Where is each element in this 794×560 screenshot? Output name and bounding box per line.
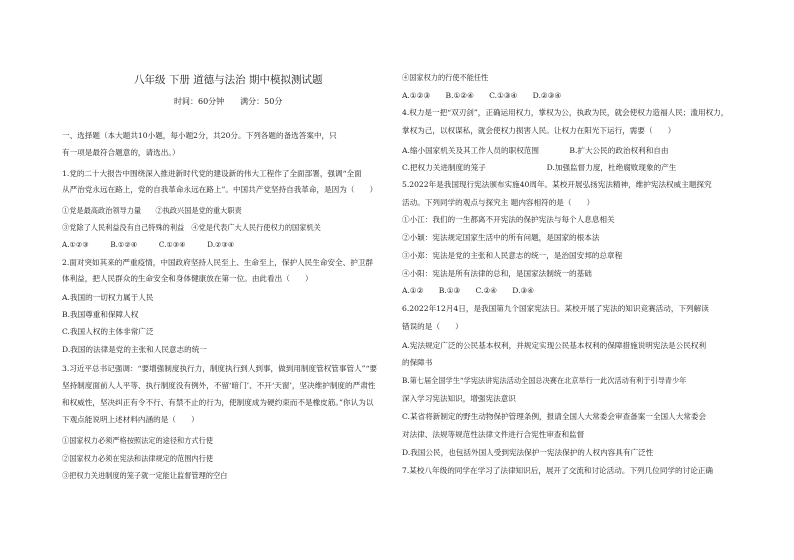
q2-stem-line-2: 体利益，把人民群众的生命安全和身体健康放在第一位。由此看出（ ） bbox=[62, 274, 313, 283]
q1-option-line-2: ③党除了人民利益没有自己特殊的利益 ④党是代表广大人民行使权力的国家机关 bbox=[62, 223, 321, 232]
q6-stem-line-2: 错误的是（ ） bbox=[402, 322, 463, 331]
q3-option-1: ①国家权力必须严格按照法定的途径和方式行使 bbox=[62, 436, 213, 445]
q3-option-4: ④国家权力的行使不能任性 bbox=[402, 73, 489, 82]
q7-stem-line-1: 7.某校八年级的同学在学习了法律知识后，展开了交流和讨论活动。下列几位同学的讨论正确 bbox=[402, 466, 713, 475]
q4-options-a-b: A.缩小国家机关及其工作人员的职权范围 B.扩大公民的政治权利和自由 bbox=[402, 146, 669, 155]
q5-option-2: ②小颖：宪法规定国家生活中的所有问题，是国家的根本法 bbox=[402, 233, 600, 242]
q2-option-c: C.我国人权的主体非常广泛 bbox=[62, 327, 154, 336]
q6-option-b-line-1: B.第七届全国学生“学宪法讲宪法活动全国总决赛在北京举行一此次活动有利于引导青少年 bbox=[402, 376, 687, 385]
q1-choices: A.①②③ B.①②④ C.①③④ D.②③④ bbox=[62, 240, 235, 249]
q3-stem-line-4: 下观点能说明上述材料内涵的是（ ） bbox=[62, 415, 199, 424]
q5-option-4: ④小阳：宪法是所有法律的总和，是国家法制统一的基础 bbox=[402, 269, 592, 278]
q1-stem-line-2: 从严治党永远在路上，党的自我革命永远在路上”。中国共产党坚持自我革命，是因为（ ） bbox=[62, 185, 378, 194]
paper-title: 八年级 下册 道德与法治 期中模拟测试题 bbox=[134, 74, 323, 86]
q4-options-c-d: C.把权力关进制度的笼子 D.加强监督力度，杜绝腐败现象的产生 bbox=[402, 163, 677, 172]
q3-stem-line-1: 3.习近平总书记强调：“要增强制度执行力，制度执行到人到事，做到用制度管权管事管人”“要 bbox=[62, 364, 378, 373]
section-heading-line-2: 有一项是最符合题意的，请选出。） bbox=[62, 148, 180, 157]
q5-stem-line-2: 活动。下列同学的观点与探究主 题内容相符的是（ ） bbox=[402, 198, 595, 207]
q3-stem-line-3: 和权威性，坚决纠正有令不行、有禁不止的行为，使制度成为硬约束而不是橡皮筋。”你认为以 bbox=[62, 398, 374, 407]
q4-stem-line-2: 掌权为己，以权谋私，就会使权力损害人民。让权力在阳光下运行，需要（ ） bbox=[402, 126, 676, 135]
q4-stem-line-1: 4.权力是一把“双刃剑”，正确运用权力，掌权为公，执政为民，就会使权力造福人民；滥用权力， bbox=[402, 108, 729, 117]
q5-choices: A.①② B.①③ C.②④ D.③④ bbox=[402, 286, 535, 295]
q3-option-2: ②国家权力必须在宪法和法律规定的范围内行使 bbox=[62, 454, 213, 463]
q2-option-a: A.我国的一切权力属于人民 bbox=[62, 293, 154, 302]
q3-stem-line-2: 坚持制度面前人人平等、执行制度没有例外，不留‘暗门’、不开‘天窗’，坚决维护制度的严肃性 bbox=[62, 381, 376, 390]
q2-option-d: D.我国的法律是党的主张和人民意志的统一 bbox=[62, 345, 207, 354]
q6-option-a-line-2: 的保障书 bbox=[402, 358, 433, 367]
section-heading-line-1: 一、选择题（本大题共10小题，每小题2分，共20分。下列各题的备选答案中，只 bbox=[62, 131, 337, 140]
q6-option-a-line-1: A.宪法规定广泛的公民基本权利，并规定实现公民基本权利的保障措施说明宪法是公民权利 bbox=[402, 341, 707, 350]
q6-option-c-line-1: C.某省将新制定的野生动物保护管理条例，报请全国人大常委会审查备案一全国人大常委会 bbox=[402, 412, 707, 421]
q3-option-3: ③把权力关进制度的笼子就一定能让监督管理的空白 bbox=[62, 471, 228, 480]
q6-stem-line-1: 6.2022年12月4日，是我国第九个国家宪法日。某校开展了宪法的知识竞赛活动，下列解读 bbox=[402, 304, 709, 313]
q6-option-d: D.我国公民，也包括外国人受到宪法保护一宪法保护的人权内容具有广泛性 bbox=[402, 448, 654, 457]
paper-meta: 时间：60分钟 满分：50分 bbox=[174, 97, 283, 106]
q6-option-c-line-2: 对法律、法规等规范性法律文件进行合宪性审查和监督 bbox=[402, 430, 585, 439]
q2-option-b: B.我国尊重和保障人权 bbox=[62, 310, 139, 319]
q5-stem-line-1: 5.2022年是我国现行宪法颁布实施40周年。某校开展弘扬宪法精神，维护宪法权威主题探究 bbox=[402, 180, 712, 189]
q1-stem-line-1: 1.党的二十大报告中围绕深入推进新时代党的建设新的伟大工程作了全面部署，强调“全面 bbox=[62, 169, 362, 178]
q5-option-3: ③小郑：宪法是党的主张和人民意志的统一，是治国安邦的总章程 bbox=[402, 251, 623, 260]
q2-stem-line-1: 2.面对突如其来的严重疫情，中国政府坚持人民至上、生命至上，保护人民生命安全、护卫群 bbox=[62, 258, 373, 267]
q3-choices: A.①②③ B.①②④ C.①③④ D.②③④ bbox=[402, 91, 562, 100]
q1-option-line-1: ①党是最高政治领导力量 ②执政兴国是党的重大职责 bbox=[62, 206, 242, 215]
q6-option-b-line-2: 深入学习宪法知识，增强宪法意识 bbox=[402, 394, 516, 403]
q5-option-1: ①小江：我们的一生都离不开宪法的保护宪法与每个人息息相关 bbox=[402, 215, 615, 224]
